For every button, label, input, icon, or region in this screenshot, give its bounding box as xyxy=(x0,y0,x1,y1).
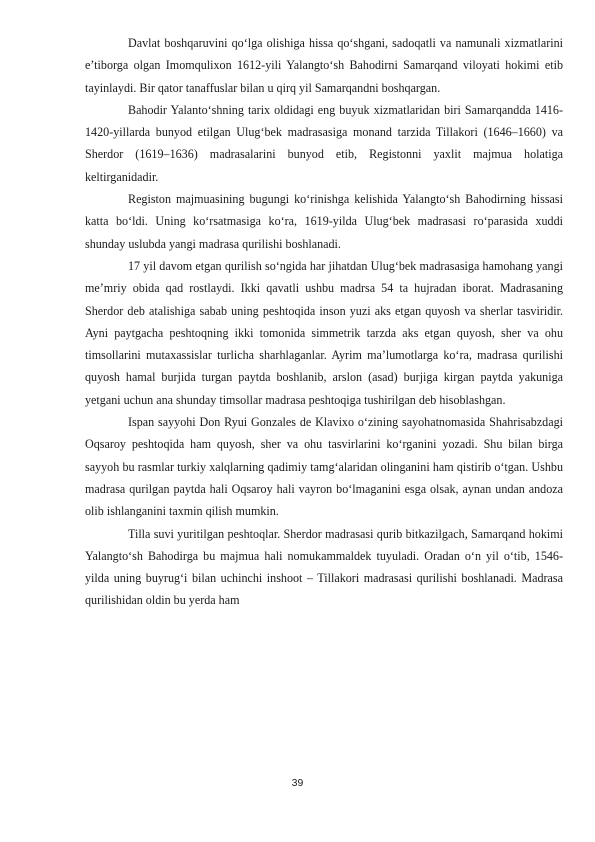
paragraph-4: 17 yil davom etgan qurilish so‘ngida har jihatdan Ulug‘bek madrasasiga hamohang yangi me’mriy obida qad rostlaydi. Ikki qavatli ushbu madrsa 54 ta hujradan iborat. Madrasaning Sherdor deb atalishiga sabab uning peshtoqida inson yuzi aks etgan quyosh va sherlar tasviridir. Ayni paytgacha peshtoqning ikki tomonida simmetrik tarzda aks etgan quyosh, sher va ohu timsollarini mutaxassislar turlicha sharhlaganlar. Ayrim ma’lumotlarga ko‘ra, madrasa qurilishi quyosh hamal burjida turgan paytda boshlanib, arslon (asad) burjiga kirgan paytda yakuniga yetgani uchun ana shunday timsollar madrasa peshtoqiga tushirilgan deb hisoblashgan. xyxy=(85,258,563,407)
paragraph-2: Bahodir Yalanto‘shning tarix oldidagi eng buyuk xizmatlaridan biri Samarqandda 1416-1420-yillarda bunyod etilgan Ulug‘bek madrasasiga monand tarzida Tillakori (1646–1660) va Sherdor (1619–1636) madrasalarini bunyod etib, Registonni yaxlit majmua holatiga keltirganidadir. xyxy=(85,102,563,184)
paragraph-6: Tilla suvi yuritilgan peshtoqlar. Sherdor madrasasi qurib bitkazilgach, Samarqand hokimi Yalangto‘sh Bahodirga bu majmua hali nomukammaldek tuyuladi. Oradan o‘n yil o‘tib, 1546-yilda uning buyrug‘i bilan uchinchi inshoot – Tillakori madrasasi qurilishi boshlanadi. Madrasa qurilishidan oldin bu yerda ham xyxy=(85,526,563,608)
page-number: 39 xyxy=(291,777,304,789)
paragraph-3: Registon majmuasining bugungi ko‘rinishga kelishida Yalangto‘sh Bahodirning hissasi katta bo‘ldi. Uning ko‘rsatmasiga ko‘ra, 1619-yilda Ulug‘bek madrasasi ro‘parasida xuddi shunday uslubda yangi madrasa qurilishi boshlanadi. xyxy=(85,192,563,251)
paragraph-5: Ispan sayyohi Don Ryui Gonzales de Klavixo o‘zining sayohatnomasida Shahrisabzdagi Oqsaroy peshtoqida ham quyosh, sher va ohu tasvirlarini ko‘rganini yozadi. Shu bilan birga sayyoh bu rasmlar turkiy xalqlarning qadimiy tamg‘alaridan olinganini ham qistirib o‘tgan. Ushbu madrasa qurilgan paytda hali Oqsaroy hali vayron bo‘lmaganini esga olsak, aynan undan andoza olib ishlanganini taxmin qilish mumkin. xyxy=(85,415,563,519)
document-body xyxy=(85,32,563,612)
paragraph-1: Davlat boshqaruvini qo‘lga olishiga hissa qo‘shgani, sadoqatli va namunali xizmatlarini e’tiborga olgan Imomqulixon 1612-yili Yalangto‘sh Bahodirni Samarqand viloyati hokimi etib tayinlaydi. Bir qator tanaffuslar bilan u qirq yil Samarqandni boshqargan. xyxy=(85,36,563,95)
